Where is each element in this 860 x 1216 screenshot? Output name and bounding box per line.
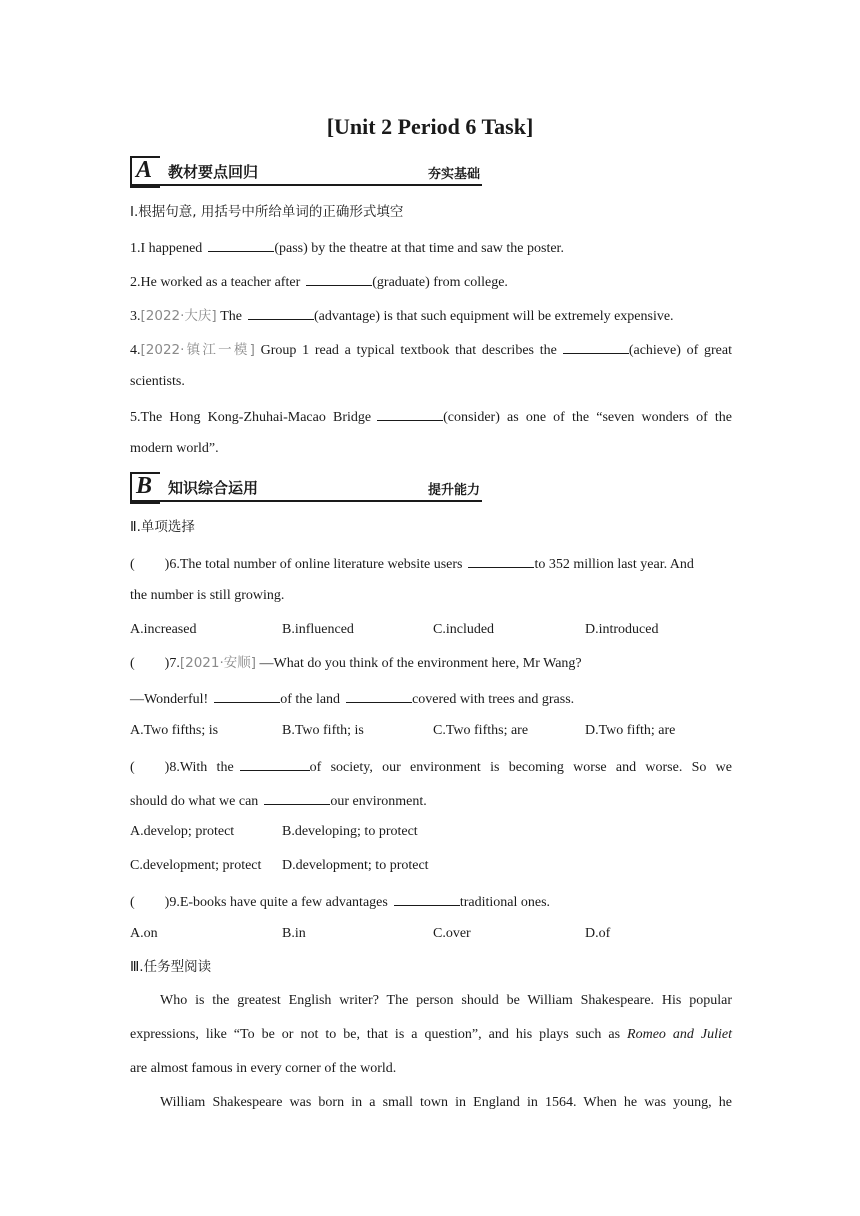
question-1: 1.I happened (pass) by the theatre at that time and saw the poster.: [130, 237, 732, 258]
part3-heading: Ⅲ.任务型阅读: [130, 959, 212, 975]
q6-option-c[interactable]: C.included: [433, 622, 495, 637]
question-source: [2022·镇江一模]: [140, 342, 255, 358]
q8-option-d[interactable]: D.development; to protect: [282, 858, 429, 873]
q6-option-b[interactable]: B.influenced: [282, 622, 354, 637]
section-a-header: [130, 156, 482, 186]
passage-line-2: expressions, like “To be or not to be, that is a question”, and his plays such as Romeo and Juliet: [130, 1027, 732, 1042]
q9-option-b[interactable]: B.in: [282, 926, 306, 941]
answer-blank: [346, 688, 412, 703]
question-source: [2021·安顺]: [179, 655, 257, 671]
answer-blank[interactable]: [248, 305, 314, 320]
q8-option-c[interactable]: C.development; protect: [130, 858, 262, 873]
passage-line-1: Who is the greatest English writer? The person should be William Shakespeare. His popular: [160, 993, 732, 1008]
answer-blank[interactable]: [208, 237, 274, 252]
question-6-continued: the number is still growing.: [130, 588, 285, 603]
section-b-heading: 知识综合运用: [168, 479, 259, 497]
q7-option-c[interactable]: C.Two fifths; are: [433, 723, 529, 738]
question-8-line2: should do what we can our environment.: [130, 790, 732, 811]
section-a-divider: [130, 184, 482, 186]
answer-blank: [394, 891, 460, 906]
section-a-badge: A: [130, 156, 160, 188]
section-a-heading: 教材要点回归: [168, 163, 259, 181]
question-4: 4.[2022·镇江一模] Group 1 read a typical textbook that describes the (achieve) of great: [130, 339, 732, 360]
passage-line-3: are almost famous in every corner of the world.: [130, 1061, 397, 1076]
play-title: Romeo and Juliet: [627, 1027, 732, 1042]
q6-option-a[interactable]: A.increased: [130, 622, 197, 637]
page-title: [Unit 2 Period 6 Task]: [326, 114, 534, 139]
question-5: 5.The Hong Kong-Zhuhai-Macao Bridge (consider) as one of the “seven wonders of the: [130, 406, 732, 427]
q7-option-a[interactable]: A.Two fifths; is: [130, 723, 219, 738]
passage-line-4: William Shakespeare was born in a small town in England in 1564. When he was young, he: [160, 1095, 732, 1110]
question-5-continued: modern world”.: [130, 441, 219, 456]
q7-option-b[interactable]: B.Two fifth; is: [282, 723, 364, 738]
section-b-divider: [130, 500, 482, 502]
q7-option-d[interactable]: D.Two fifth; are: [585, 723, 676, 738]
section-b-tag: 提升能力: [427, 483, 480, 498]
section-b-header: [130, 472, 482, 502]
section-a-tag: 夯实基础: [427, 167, 480, 182]
question-7: ( )7.[2021·安顺] —What do you think of the environment here, Mr Wang?: [130, 655, 582, 671]
answer-blank[interactable]: [563, 339, 629, 354]
answer-blank: [214, 688, 280, 703]
answer-blank: [240, 756, 310, 771]
q6-option-d[interactable]: D.introduced: [585, 622, 659, 637]
answer-blank[interactable]: [377, 406, 443, 421]
question-8: ( )8.With the of society, our environment is becoming worse and worse. So we: [130, 756, 732, 777]
part2-heading: Ⅱ.单项选择: [130, 519, 195, 535]
question-4-continued: scientists.: [130, 374, 185, 389]
q9-option-d[interactable]: D.of: [585, 926, 611, 941]
q8-option-b[interactable]: B.developing; to protect: [282, 824, 418, 839]
question-7-line2: —Wonderful! of the land covered with trees and grass.: [130, 688, 732, 709]
q9-option-a[interactable]: A.on: [130, 926, 158, 941]
section-b-badge: B: [130, 472, 160, 504]
question-source: [2022·大庆]: [140, 308, 217, 324]
part1-heading: Ⅰ.根据句意, 用括号中所给单词的正确形式填空: [130, 204, 404, 220]
answer-blank: [264, 790, 330, 805]
question-3: 3.[2022·大庆] The (advantage) is that such equipment will be extremely expensive.: [130, 305, 732, 326]
question-2: 2.He worked as a teacher after (graduate) from college.: [130, 271, 732, 292]
q9-option-c[interactable]: C.over: [433, 926, 471, 941]
q8-option-a[interactable]: A.develop; protect: [130, 824, 235, 839]
question-9: ( )9.E-books have quite a few advantages traditional ones.: [130, 891, 732, 912]
answer-blank: [468, 553, 534, 568]
answer-blank[interactable]: [306, 271, 372, 286]
question-6: ( )6.The total number of online literature website users to 352 million last year. And: [130, 553, 732, 574]
